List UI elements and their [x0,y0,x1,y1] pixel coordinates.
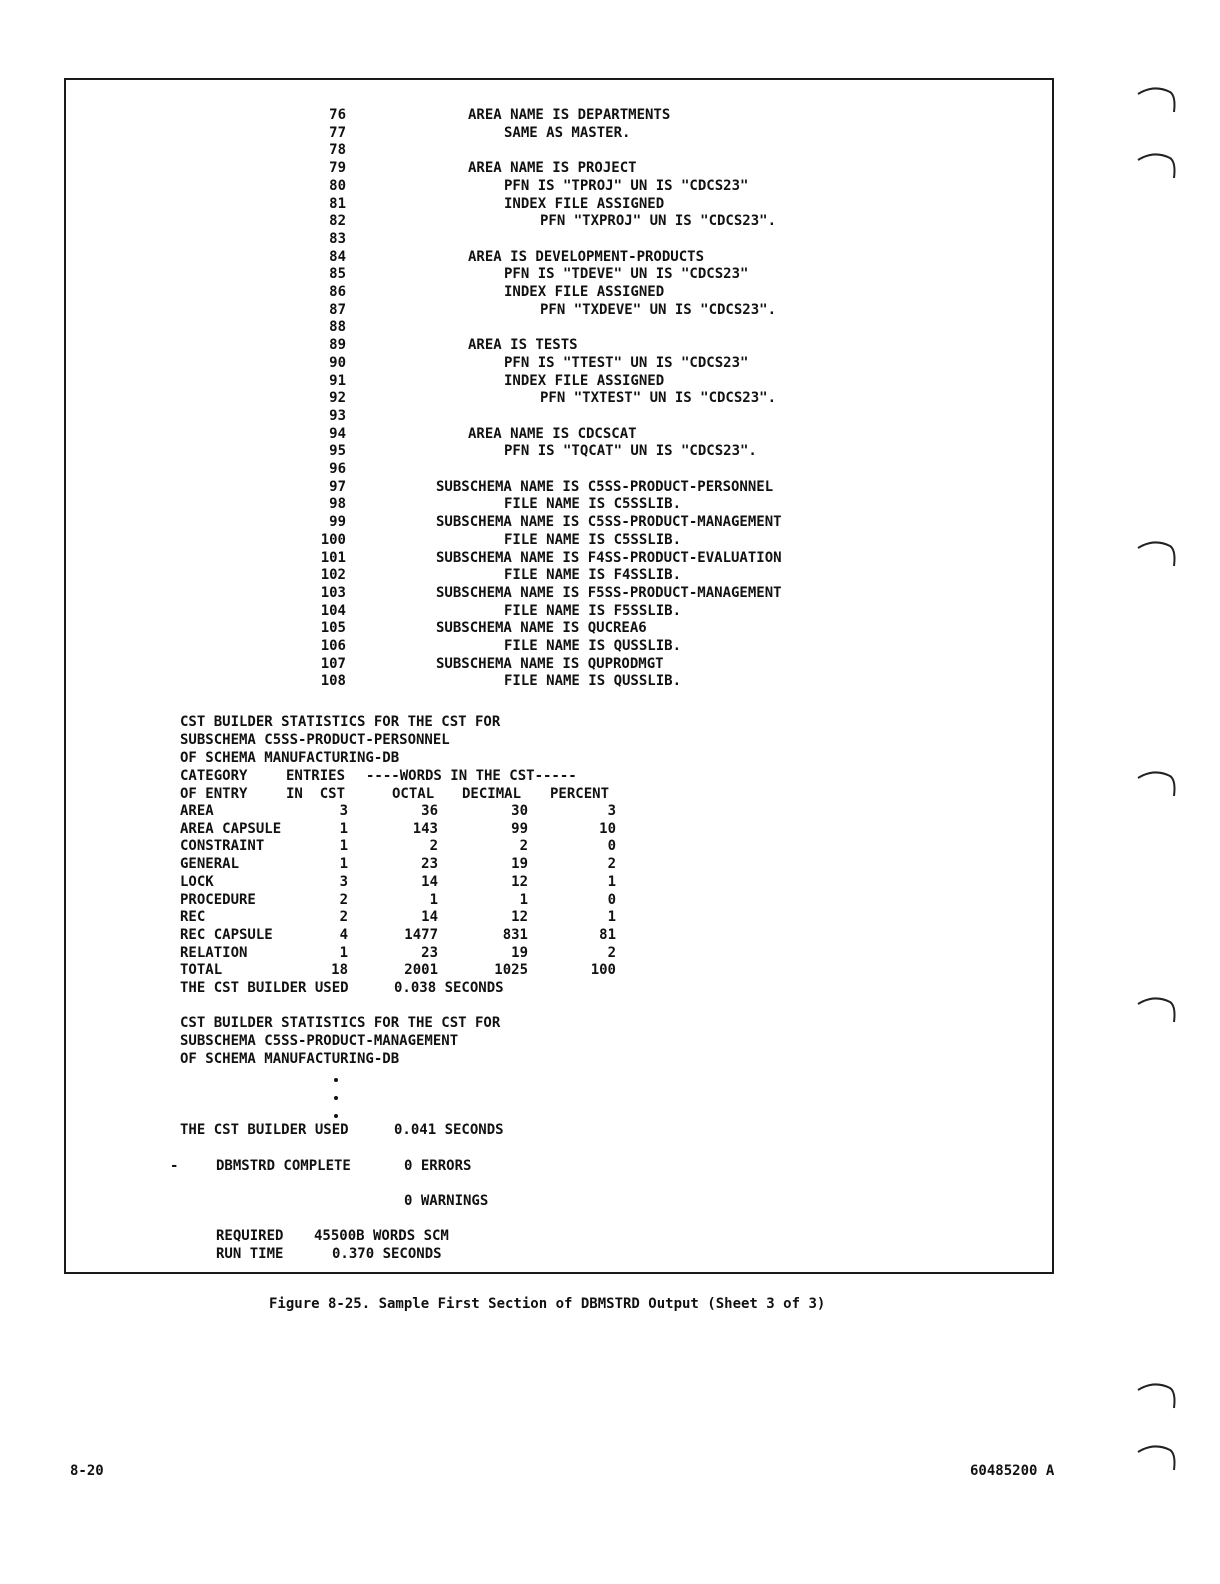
cell-percent: 1 [607,874,616,890]
cell-percent: 2 [607,945,616,961]
cell-percent: 1 [607,909,616,925]
stats-header-line: OF SCHEMA MANUFACTURING-DB [180,750,400,766]
code-line: FILE NAME IS QUSSLIB. [504,673,682,689]
ellipsis-dot [334,1096,338,1100]
listing-frame [64,78,1054,1274]
cell-category: CONSTRAINT [180,838,265,854]
binder-mark-icon [1136,538,1178,568]
line-number: 103 [320,585,346,601]
cell-octal: 23 [421,856,438,872]
cell-entries: 4 [339,927,348,943]
cell-octal: 2001 [404,962,438,978]
line-number: 100 [320,532,346,548]
line-number: 76 [329,107,346,123]
binder-mark-icon [1136,768,1178,798]
line-number: 83 [329,231,346,247]
cell-entries: 1 [339,821,348,837]
runtime-value: 0.370 SECONDS [332,1246,442,1262]
cell-percent: 2 [607,856,616,872]
cell-decimal: 19 [511,945,528,961]
required-value: 45500B WORDS SCM [314,1228,449,1244]
line-number: 95 [329,443,346,459]
cell-percent: 3 [607,803,616,819]
line-number: 81 [329,196,346,212]
cell-category: AREA CAPSULE [180,821,282,837]
completion-label: DBMSTRD COMPLETE [216,1158,351,1174]
line-number: 86 [329,284,346,300]
figure-caption: Figure 8-25. Sample First Section of DBMSTRD Output (Sheet 3 of 3) [269,1296,826,1312]
code-line: FILE NAME IS C5SSLIB. [504,496,682,512]
cell-octal: 36 [421,803,438,819]
cell-entries: 2 [339,892,348,908]
col-header-entries: ENTRIES [286,768,346,784]
binder-mark-icon [1136,150,1178,180]
cell-category: REC CAPSULE [180,927,273,943]
cell-decimal: 2 [519,838,528,854]
line-number: 104 [320,603,346,619]
cell-percent: 0 [607,838,616,854]
code-line: FILE NAME IS F4SSLIB. [504,567,682,583]
binder-mark-icon [1136,1380,1178,1410]
error-count: 0 ERRORS [404,1158,472,1174]
stats-header-line: OF SCHEMA MANUFACTURING-DB [180,1051,400,1067]
line-number: 94 [329,426,346,442]
col-header-decimal: DECIMAL [462,786,522,802]
cell-entries: 1 [339,856,348,872]
cell-category: GENERAL [180,856,240,872]
code-line: SAME AS MASTER. [504,125,631,141]
binder-mark-icon [1136,1442,1178,1472]
cell-entries: 1 [339,838,348,854]
code-line: SUBSCHEMA NAME IS C5SS-PRODUCT-PERSONNEL [436,479,774,495]
cell-percent: 0 [607,892,616,908]
runtime-label: RUN TIME [216,1246,284,1262]
cell-decimal: 99 [511,821,528,837]
cell-decimal: 1025 [494,962,528,978]
ellipsis-dot [334,1078,338,1082]
code-line: PFN "TXTEST" UN IS "CDCS23". [540,390,777,406]
col-header-percent: PERCENT [550,786,610,802]
line-number: 102 [320,567,346,583]
code-line: AREA IS TESTS [468,337,578,353]
cell-entries: 3 [339,874,348,890]
line-number: 93 [329,408,346,424]
col-header-of-entry: OF ENTRY [180,786,248,802]
cell-entries: 1 [339,945,348,961]
code-line: AREA IS DEVELOPMENT-PRODUCTS [468,249,705,265]
warning-count: 0 WARNINGS [404,1193,489,1209]
col-header-category: CATEGORY [180,768,248,784]
cell-percent: 100 [590,962,616,978]
cst-used-value: 0.038 SECONDS [394,980,504,996]
page-number: 8-20 [70,1463,104,1479]
code-line: PFN IS "TPROJ" UN IS "CDCS23" [504,178,749,194]
stats-header-line: CST BUILDER STATISTICS FOR THE CST FOR [180,714,501,730]
code-line: INDEX FILE ASSIGNED [504,373,665,389]
cell-category: AREA [180,803,214,819]
line-number: 98 [329,496,346,512]
line-number: 90 [329,355,346,371]
code-line: SUBSCHEMA NAME IS F4SS-PRODUCT-EVALUATION [436,550,782,566]
cell-decimal: 1 [519,892,528,908]
code-line: PFN IS "TTEST" UN IS "CDCS23" [504,355,749,371]
cell-entries: 3 [339,803,348,819]
line-number: 96 [329,461,346,477]
line-number: 106 [320,638,346,654]
cell-entries: 18 [331,962,348,978]
code-line: FILE NAME IS F5SSLIB. [504,603,682,619]
stats-header-line: SUBSCHEMA C5SS-PRODUCT-PERSONNEL [180,732,450,748]
code-line: FILE NAME IS QUSSLIB. [504,638,682,654]
cell-decimal: 831 [502,927,528,943]
code-line: PFN IS "TDEVE" UN IS "CDCS23" [504,266,749,282]
cell-category: REC [180,909,206,925]
binder-mark-icon [1136,84,1178,114]
ellipsis-dot [334,1114,338,1118]
binder-mark-icon [1136,994,1178,1024]
code-line: FILE NAME IS C5SSLIB. [504,532,682,548]
line-number: 91 [329,373,346,389]
line-number: 97 [329,479,346,495]
cell-decimal: 12 [511,909,528,925]
col-header-in-cst: IN CST [286,786,346,802]
cell-octal: 2 [429,838,438,854]
cell-decimal: 12 [511,874,528,890]
cell-octal: 14 [421,909,438,925]
stats-header-line: SUBSCHEMA C5SS-PRODUCT-MANAGEMENT [180,1033,459,1049]
code-line: SUBSCHEMA NAME IS QUCREA6 [436,620,647,636]
line-number: 105 [320,620,346,636]
code-line: AREA NAME IS CDCSCAT [468,426,637,442]
cell-percent: 81 [599,927,616,943]
cell-octal: 1 [429,892,438,908]
line-number: 84 [329,249,346,265]
line-number: 87 [329,302,346,318]
cell-octal: 23 [421,945,438,961]
code-line: PFN "TXPROJ" UN IS "CDCS23". [540,213,777,229]
col-header-octal: OCTAL [392,786,435,802]
cell-entries: 2 [339,909,348,925]
line-number: 80 [329,178,346,194]
line-number: 101 [320,550,346,566]
cst-used-label: THE CST BUILDER USED [180,980,349,996]
code-line: AREA NAME IS DEPARTMENTS [468,107,671,123]
stats-header-line: CST BUILDER STATISTICS FOR THE CST FOR [180,1015,501,1031]
code-line: INDEX FILE ASSIGNED [504,196,665,212]
line-number: 82 [329,213,346,229]
cell-category: LOCK [180,874,214,890]
line-number: 92 [329,390,346,406]
cell-decimal: 19 [511,856,528,872]
code-line: AREA NAME IS PROJECT [468,160,637,176]
cell-octal: 1477 [404,927,438,943]
code-line: SUBSCHEMA NAME IS QUPRODMGT [436,656,664,672]
code-line: PFN IS "TQCAT" UN IS "CDCS23". [504,443,757,459]
code-line: PFN "TXDEVE" UN IS "CDCS23". [540,302,777,318]
code-line: SUBSCHEMA NAME IS F5SS-PRODUCT-MANAGEMENT [436,585,782,601]
line-number: 78 [329,142,346,158]
cell-octal: 14 [421,874,438,890]
code-line: SUBSCHEMA NAME IS C5SS-PRODUCT-MANAGEMENT [436,514,782,530]
line-number: 88 [329,319,346,335]
line-number: 99 [329,514,346,530]
line-number: 107 [320,656,346,672]
line-number: 85 [329,266,346,282]
cell-decimal: 30 [511,803,528,819]
cell-category: TOTAL [180,962,223,978]
line-number: 77 [329,125,346,141]
code-line: INDEX FILE ASSIGNED [504,284,665,300]
col-header-words: ----WORDS IN THE CST----- [366,768,577,784]
cst-used-label: THE CST BUILDER USED [180,1122,349,1138]
completion-dash: - [170,1158,179,1174]
document-number: 60485200 A [970,1463,1055,1479]
line-number: 108 [320,673,346,689]
line-number: 89 [329,337,346,353]
line-number: 79 [329,160,346,176]
cell-category: PROCEDURE [180,892,256,908]
required-label: REQUIRED [216,1228,284,1244]
cell-octal: 143 [412,821,438,837]
cell-percent: 10 [599,821,616,837]
cell-category: RELATION [180,945,248,961]
cst-used-value: 0.041 SECONDS [394,1122,504,1138]
